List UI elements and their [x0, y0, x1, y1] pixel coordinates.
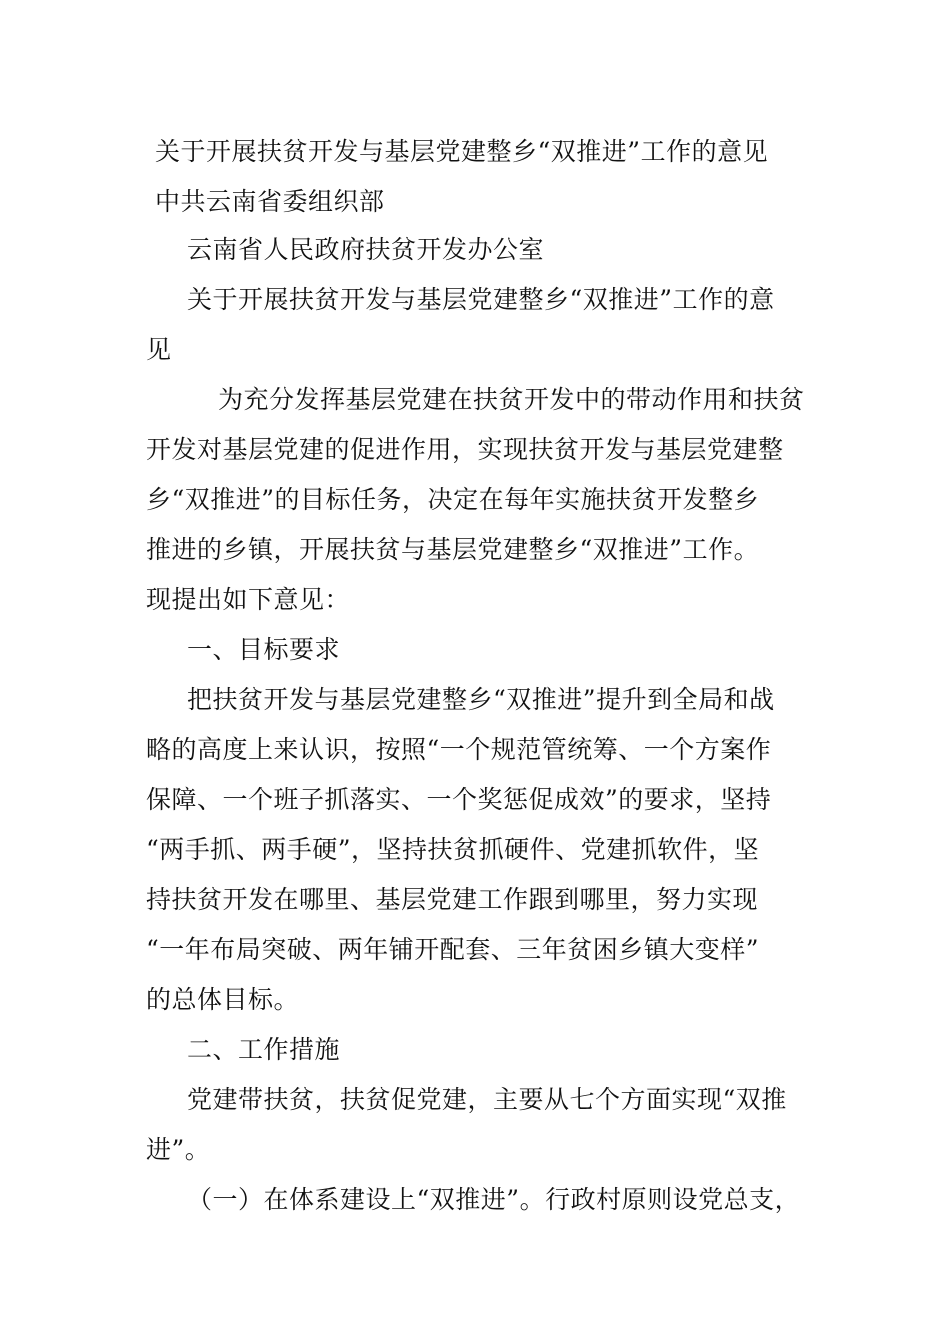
intro-line-3: 乡“双推进”的目标任务，决定在每年实施扶贫开发整乡	[146, 485, 760, 514]
section-1-line-3: 保障、一个班子抓落实、一个奖惩促成效”的要求，坚持	[146, 785, 772, 814]
section-1-line-7: 的总体目标。	[146, 985, 300, 1014]
section-1-line-1: 把扶贫开发与基层党建整乡“双推进”提升到全局和战	[187, 685, 775, 714]
intro-line-1: 为充分发挥基层党建在扶贫开发中的带动作用和扶贫	[218, 385, 805, 414]
section-1-heading: 一、目标要求	[187, 635, 341, 664]
section-1-line-2: 略的高度上来认识，按照“一个规范管统筹、一个方案作	[146, 735, 772, 764]
intro-line-4: 推进的乡镇，开展扶贫与基层党建整乡“双推进”工作。	[146, 535, 760, 564]
intro-line-2: 开发对基层党建的促进作用，实现扶贫开发与基层党建整	[146, 435, 784, 464]
section-2-line-1: 党建带扶贫，扶贫促党建，主要从七个方面实现“双推	[187, 1085, 787, 1114]
section-2-heading: 二、工作措施	[187, 1035, 341, 1064]
document-title-line-1: 关于开展扶贫开发与基层党建整乡“双推进”工作的意	[187, 285, 775, 314]
section-1-line-5: 持扶贫开发在哪里、基层党建工作跟到哪里，努力实现	[146, 885, 759, 914]
document-title-line-2: 见	[146, 335, 172, 364]
section-1-line-4: “两手抓、两手硬”，坚持扶贫抓硬件、党建抓软件，坚	[146, 835, 760, 864]
section-2-line-2: 进”。	[146, 1135, 211, 1164]
section-1-line-6: “一年布局突破、两年铺开配套、三年贫困乡镇大变样”	[146, 935, 760, 964]
subsection-1-line: （一）在体系建设上“双推进”。行政村原则设党总支，	[187, 1185, 801, 1214]
issuer-organization-department: 中共云南省委组织部	[155, 187, 385, 216]
issuer-poverty-office: 云南省人民政府扶贫开发办公室	[187, 235, 545, 264]
intro-line-5: 现提出如下意见：	[146, 585, 351, 614]
header-title: 关于开展扶贫开发与基层党建整乡“双推进”工作的意见	[155, 137, 769, 166]
